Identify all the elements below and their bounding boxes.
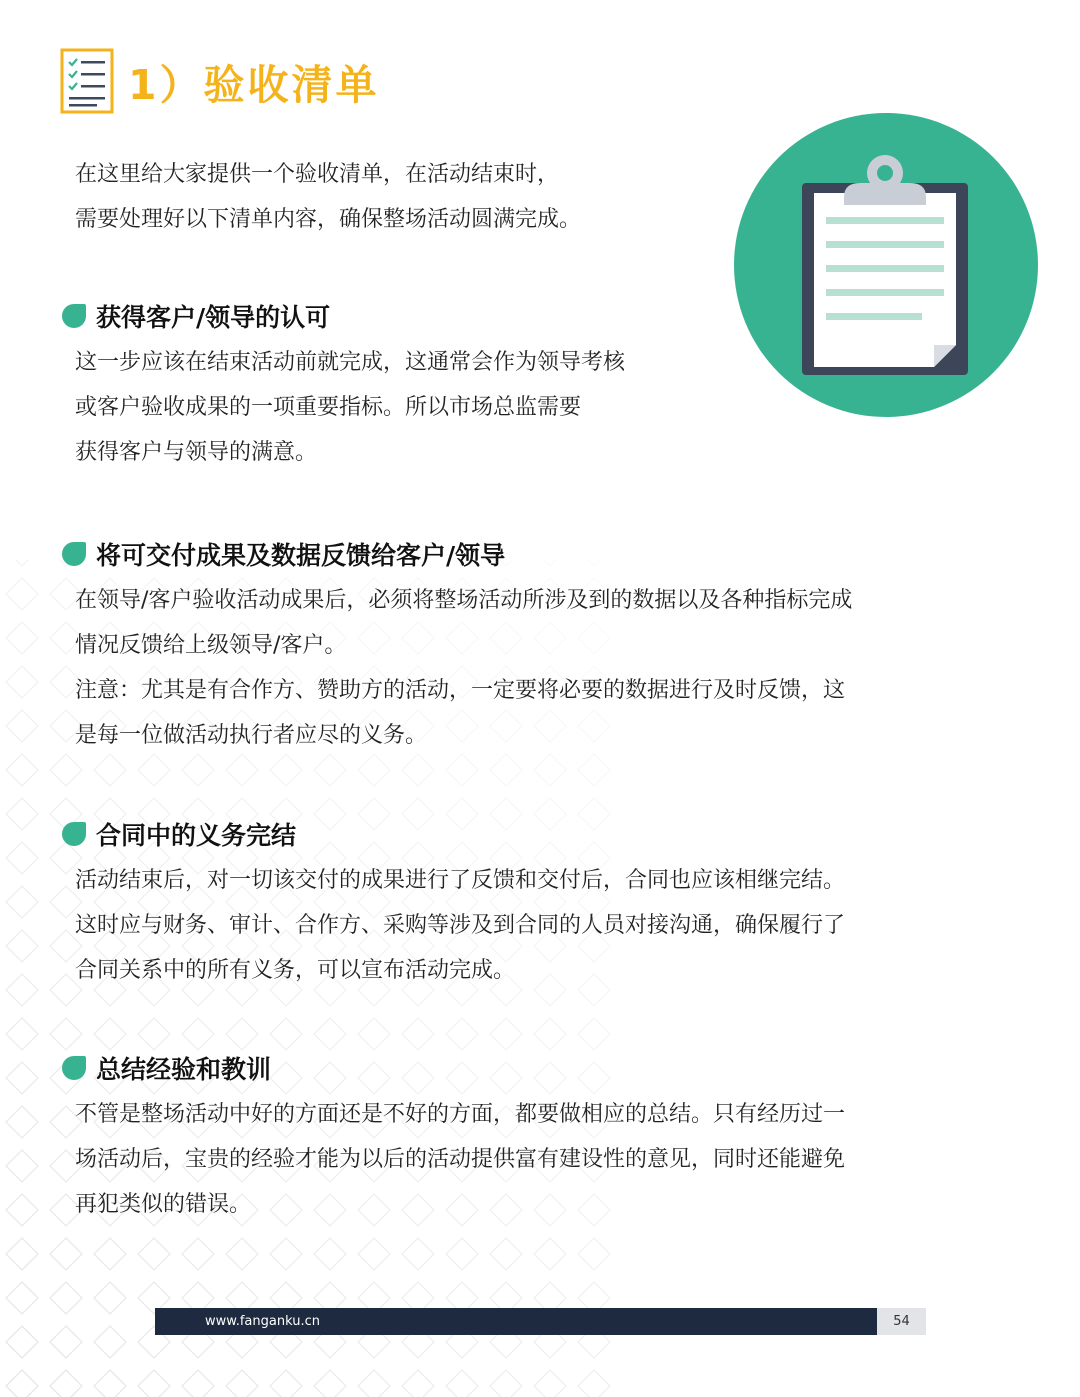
section-title: 合同中的义务完结 [96,821,297,850]
section-header [62,296,962,336]
section-body [75,1092,962,1227]
intro-paragraph [75,152,695,242]
section-line: 在领导/客户验收活动成果后，必须将整场活动所涉及到的数据以及各种指标完成 [75,588,853,613]
section-line: 注意：尤其是有合作方、赞助方的活动，一定要将必要的数据进行及时反馈，这 [75,678,846,703]
intro-line: 需要处理好以下清单内容，确保整场活动圆满完成。 [75,207,582,232]
page-number: 54 [877,1308,926,1335]
page-title: 1）验收清单 [128,60,380,109]
section-line: 再犯类似的错误。 [75,1192,252,1217]
leaf-bullet-icon [62,1056,86,1080]
section-header [62,534,962,574]
section-body [75,578,962,758]
section-title: 将可交付成果及数据反馈给客户/领导 [96,541,506,570]
section-title: 获得客户/领导的认可 [96,303,331,332]
checklist-icon [60,48,114,114]
section-line: 这一步应该在结束活动前就完成，这通常会作为领导考核 [75,350,626,375]
section-line: 这时应与财务、审计、合作方、采购等涉及到合同的人员对接沟通，确保履行了 [75,913,846,938]
page-footer [155,1308,926,1335]
intro-line: 在这里给大家提供一个验收清单，在活动结束时， [75,162,560,187]
section-line: 活动结束后，对一切该交付的成果进行了反馈和交付后，合同也应该相继完结。 [75,868,846,893]
section-deliverables-feedback [62,534,962,758]
section-line: 不管是整场活动中好的方面还是不好的方面，都要做相应的总结。只有经历过一 [75,1102,846,1127]
section-header [62,814,962,854]
leaf-bullet-icon [62,542,86,566]
leaf-bullet-icon [62,304,86,328]
section-line: 合同关系中的所有义务，可以宣布活动完成。 [75,958,516,983]
section-body [75,858,962,993]
section-line: 场活动后，宝贵的经验才能为以后的活动提供富有建设性的意见，同时还能避免 [75,1147,846,1172]
section-header [62,1048,962,1088]
leaf-bullet-icon [62,822,86,846]
page-header [60,46,380,116]
section-contract-obligations [62,814,962,993]
section-lessons-learned [62,1048,962,1227]
section-line: 获得客户与领导的满意。 [75,440,318,465]
section-line: 情况反馈给上级领导/客户。 [75,633,347,658]
section-line: 是每一位做活动执行者应尽的义务。 [75,723,428,748]
footer-url[interactable]: www.fanganku.cn [155,1308,877,1335]
section-approval [62,296,962,475]
section-line: 或客户验收成果的一项重要指标。所以市场总监需要 [75,395,582,420]
section-title: 总结经验和教训 [96,1055,272,1084]
section-body [75,340,962,475]
